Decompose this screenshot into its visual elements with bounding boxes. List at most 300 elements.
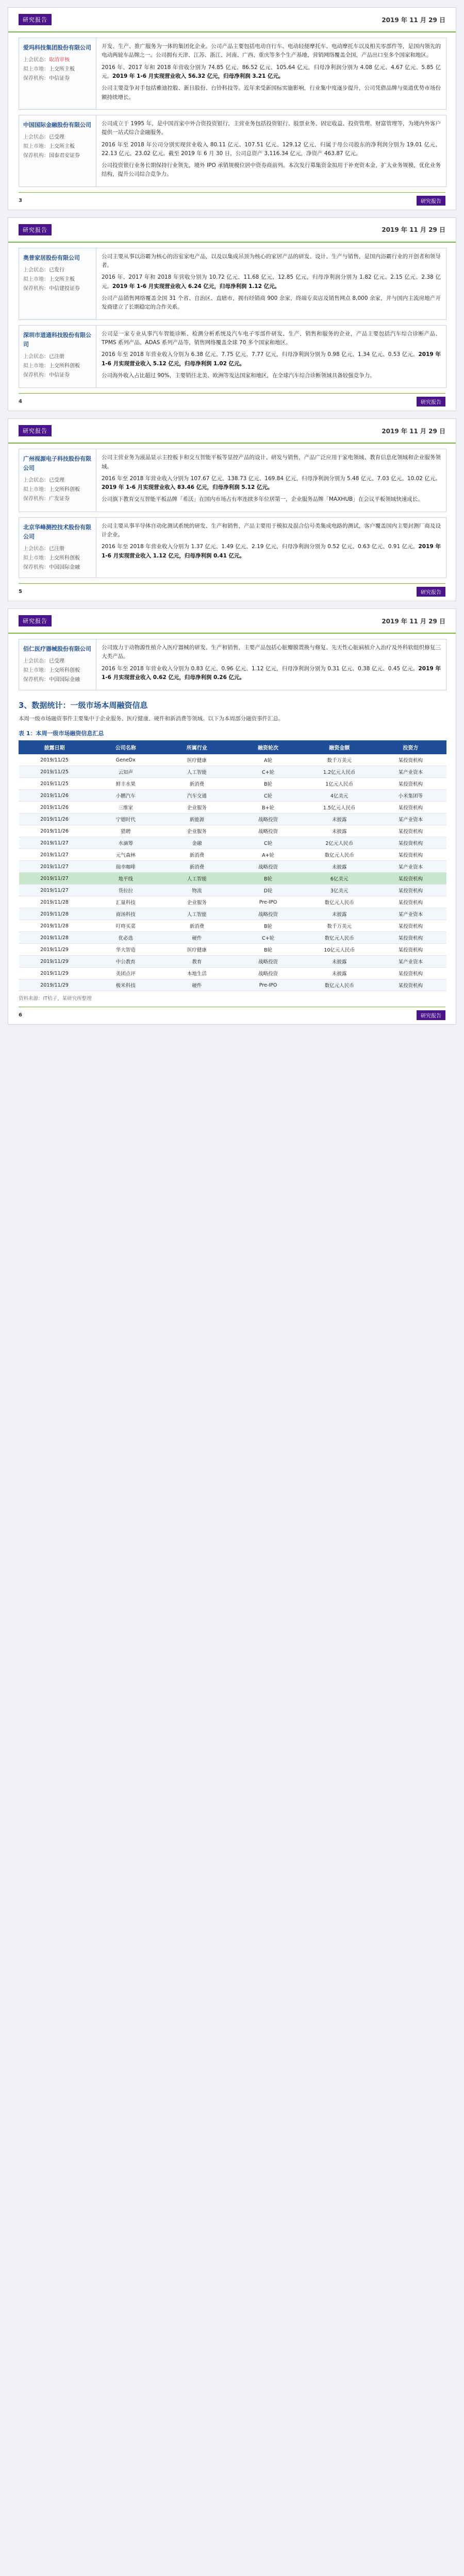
company-meta bbox=[23, 56, 92, 83]
meta-value: 已注册 bbox=[49, 353, 64, 360]
meta-label: 上会状态： bbox=[23, 134, 49, 141]
page-body bbox=[8, 639, 456, 1002]
table-cell: 2019/11/26 bbox=[19, 825, 90, 837]
meta-label: 保荐机构： bbox=[23, 285, 49, 292]
company-meta bbox=[23, 476, 92, 504]
company-description-cell bbox=[96, 639, 446, 690]
meta-line bbox=[23, 275, 92, 284]
page-footer bbox=[19, 393, 445, 406]
table-row bbox=[19, 861, 446, 873]
meta-value: 中信建投证券 bbox=[49, 285, 80, 292]
table-cell: 某投资机构 bbox=[375, 944, 446, 956]
table-cell: 新消费 bbox=[161, 849, 233, 861]
table-row bbox=[19, 814, 446, 825]
table-cell: 某投资机构 bbox=[375, 873, 446, 885]
meta-value: 上交所主板 bbox=[49, 276, 75, 282]
table-cell: 2019/11/28 bbox=[19, 908, 90, 920]
table-cell: 美团点评 bbox=[90, 968, 161, 979]
company-name: 深圳市道通科技股份有限公司 bbox=[23, 331, 91, 348]
table-cell: 华大智造 bbox=[90, 944, 161, 956]
table-header-cell: 融资轮次 bbox=[233, 741, 304, 754]
table-cell: 新消费 bbox=[161, 920, 233, 932]
description-paragraph: 公司致力于动物源性植介入医疗器械的研发、生产和销售，主要产品包括心脏瓣膜置换与修复、先天性心脏病植介入治疗及外科软组织修复三大类产品。 bbox=[102, 645, 441, 660]
table-cell: 战略投资 bbox=[233, 814, 304, 825]
footer-tag: 研究报告 bbox=[417, 196, 445, 206]
page-footer bbox=[19, 583, 445, 597]
table-cell: 教育 bbox=[161, 956, 233, 968]
table-cell: 某投资机构 bbox=[375, 837, 446, 849]
company-meta bbox=[23, 657, 92, 685]
table-cell: 三维家 bbox=[90, 802, 161, 814]
table-row bbox=[19, 956, 446, 968]
table-cell: 未披露 bbox=[304, 956, 375, 968]
table-cell: 新能源 bbox=[161, 814, 233, 825]
table-cell: A+轮 bbox=[233, 849, 304, 861]
highlight-text: 2019 年 1-6 月实现营业收入 6.24 亿元，归母净利润 1.12 亿元。 bbox=[112, 283, 280, 290]
company-profile bbox=[19, 38, 446, 110]
financing-table bbox=[19, 740, 446, 991]
meta-value: 中信证券 bbox=[49, 76, 70, 82]
company-row bbox=[19, 115, 446, 187]
description-paragraph: 公司主要竞争对手包括雅迪控股、新日股份、台铃科技等。近年来受新国标实施影响，行业集中度逐步提升，公司凭借品牌与渠道优势市场份额持续增长。 bbox=[102, 85, 441, 100]
table-cell: 企业服务 bbox=[161, 896, 233, 908]
report-date: 2019 年 11 月 29 日 bbox=[382, 427, 445, 435]
table-cell: 新消费 bbox=[161, 861, 233, 873]
table-cell: 1亿元人民币 bbox=[304, 778, 375, 790]
meta-label: 保荐机构： bbox=[23, 153, 49, 159]
table-cell: 新消费 bbox=[161, 778, 233, 790]
table-row bbox=[19, 802, 446, 814]
company-info-cell bbox=[19, 248, 96, 319]
company-row bbox=[19, 248, 446, 319]
table-cell: 本地生活 bbox=[161, 968, 233, 979]
table-cell: 2019/11/29 bbox=[19, 968, 90, 979]
description-paragraph: 开发、生产、推广服务为一体的集团化企业。公司产品主要包括电动自行车、电动轻便摩托车、电动摩托车以及相关零部件等，是国内领先的电动两轮车品牌之一。公司拥有天津、江苏、浙江、河南、广西、重庆等多个生产基地，营销网络覆盖全国，产品出口至多个国家和地区。 bbox=[102, 43, 441, 59]
meta-line bbox=[23, 133, 92, 142]
table-cell: 硬件 bbox=[161, 932, 233, 944]
company-description-cell bbox=[96, 517, 446, 578]
table-source: 资料来源：IT桔子，某研究所整理 bbox=[19, 996, 92, 1002]
company-name: 中国国际金融股份有限公司 bbox=[23, 121, 91, 128]
company-name: 奥普家居股份有限公司 bbox=[23, 254, 80, 261]
description-paragraph: 公司海外收入占比超过 90%，主要销往北美、欧洲等发达国家和地区，在全球汽车综合诊断领域具备较强竞争力。 bbox=[102, 372, 375, 379]
table-cell: 某投资机构 bbox=[375, 802, 446, 814]
page-footer bbox=[19, 192, 445, 206]
table-cell: 数亿元人民币 bbox=[304, 979, 375, 991]
table-cell: 瑞幸咖啡 bbox=[90, 861, 161, 873]
table-cell: 未披露 bbox=[304, 908, 375, 920]
page-header bbox=[8, 419, 456, 444]
report-page bbox=[8, 7, 456, 210]
meta-value: 已受理 bbox=[49, 478, 64, 484]
meta-label: 拟上市地： bbox=[23, 363, 49, 369]
table-cell: 人工智能 bbox=[161, 766, 233, 778]
description-paragraph: 公司投资银行业务长期保持行业领先，境外 IPO 承销规模位居中资券商前列。本次发行募集资金拟用于补充资本金，扩大业务规模，优化业务结构，提升公司综合竞争力。 bbox=[102, 162, 441, 178]
page-number: 5 bbox=[19, 589, 22, 595]
table-cell: 2019/11/25 bbox=[19, 778, 90, 790]
table-cell: 某投资机构 bbox=[375, 849, 446, 861]
table-cell: A轮 bbox=[233, 754, 304, 766]
table-cell: 某投资机构 bbox=[375, 825, 446, 837]
table-cell: 宁德时代 bbox=[90, 814, 161, 825]
table-cell: 叮咚买菜 bbox=[90, 920, 161, 932]
table-cell: 某投资机构 bbox=[375, 968, 446, 979]
meta-line bbox=[23, 563, 92, 572]
description-paragraph: 公司主要从事半导体自动化测试系统的研发、生产和销售，产品主要用于模拟及混合信号类集成电路的测试，客户覆盖国内主要封测厂商及设计企业。 bbox=[102, 522, 441, 538]
meta-label: 拟上市地： bbox=[23, 66, 49, 73]
description-paragraph: 2016 年至 2018 年公司分别实现营业收入 80.11 亿元、107.51 亿元、129.12 亿元，归属于母公司股东的净利润分别为 19.01 亿元、22.13 亿元、23.02 亿元。截至 2019 年 6 月 30 日，公司总资产 3,116.34 亿元，净资产 463.87 亿元。 bbox=[102, 141, 441, 157]
meta-label: 拟上市地： bbox=[23, 144, 49, 150]
company-row bbox=[19, 517, 446, 578]
table-cell: 硬件 bbox=[161, 979, 233, 991]
table-cell: 猎聘 bbox=[90, 825, 161, 837]
description-paragraph: 公司旗下教育交互智能平板品牌「希沃」在国内市场占有率连续多年位居第一，企业服务品牌「MAXHUB」在会议平板领域快速成长。 bbox=[102, 496, 423, 503]
meta-label: 拟上市地： bbox=[23, 276, 49, 282]
table-cell: Pre-IPO bbox=[233, 896, 304, 908]
meta-line bbox=[23, 371, 92, 380]
page-number: 4 bbox=[19, 399, 22, 405]
table-cell: 某投资机构 bbox=[375, 979, 446, 991]
page-body bbox=[8, 449, 456, 578]
meta-label: 上会状态： bbox=[23, 478, 49, 484]
highlight-text: 2019 年 1-6 月实现营业收入 0.62 亿元，归母净利润 0.26 亿元。 bbox=[102, 665, 441, 681]
meta-label: 保荐机构： bbox=[23, 496, 49, 502]
company-info-cell bbox=[19, 115, 96, 187]
highlight-text: 2019 年 1-6 月实现营业收入 56.32 亿元，归母净利润 3.21 亿元。 bbox=[112, 73, 284, 79]
meta-value: 中国国际金融 bbox=[49, 565, 80, 571]
meta-line bbox=[23, 657, 92, 666]
table-cell: Pre-IPO bbox=[233, 979, 304, 991]
report-tag: 研究报告 bbox=[19, 224, 52, 235]
table-cell: 2019/11/25 bbox=[19, 754, 90, 766]
company-meta bbox=[23, 266, 92, 294]
description-paragraph: 2016 年至 2018 年营业收入分别为 6.38 亿元、7.75 亿元、7.77 亿元，归母净利润分别为 0.98 亿元、1.34 亿元、0.53 亿元。2019 年 1-6 月实现营业收入 5.12 亿元，归母净利润 1.02 亿元。 bbox=[102, 351, 441, 367]
table-row bbox=[19, 896, 446, 908]
company-description-cell bbox=[96, 248, 446, 319]
table-cell: 2019/11/27 bbox=[19, 885, 90, 896]
table-cell: 企业服务 bbox=[161, 802, 233, 814]
description-paragraph: 2016 年至 2018 年营业收入分别为 1.37 亿元、1.49 亿元、2.19 亿元，归母净利润分别为 0.52 亿元、0.63 亿元、0.91 亿元。2019 年 1-6 月实现营业收入 1.12 亿元，归母净利润 0.41 亿元。 bbox=[102, 544, 441, 559]
company-info-cell bbox=[19, 517, 96, 578]
table-cell: 金融 bbox=[161, 837, 233, 849]
highlight-text: 2019 年 1-6 月实现营业收入 83.46 亿元，归母净利润 5.12 亿元。 bbox=[102, 484, 273, 491]
section-intro: 本周一级市场融资事件主要集中于企业服务、医疗健康、硬件和新消费等领域。以下为本周部分融资事件汇总。 bbox=[19, 716, 284, 722]
table-cell: GeneDx bbox=[90, 754, 161, 766]
meta-value: 上交所主板 bbox=[49, 66, 75, 73]
table-cell: 2019/11/28 bbox=[19, 896, 90, 908]
report-date: 2019 年 11 月 29 日 bbox=[382, 617, 445, 625]
table-cell: 云知声 bbox=[90, 766, 161, 778]
meta-value: 取消审核 bbox=[49, 57, 70, 63]
company-description-cell bbox=[96, 449, 446, 512]
table-header-cell: 所属行业 bbox=[161, 741, 233, 754]
company-meta bbox=[23, 352, 92, 380]
footer-tag: 研究报告 bbox=[417, 397, 445, 406]
company-name: 佰仁医疗器械股份有限公司 bbox=[23, 646, 91, 653]
table-cell: 未披露 bbox=[304, 814, 375, 825]
table-row bbox=[19, 766, 446, 778]
table-cell: 数千万美元 bbox=[304, 754, 375, 766]
description-paragraph: 2016 年、2017 年和 2018 年营收分别为 74.85 亿元、86.52 亿元、105.64 亿元，归母净利润分别为 4.08 亿元、4.67 亿元、5.85 亿元。2019 年 1-6 月实现营业收入 56.32 亿元，归母净利润 3.21 亿元。 bbox=[102, 64, 441, 79]
table-row bbox=[19, 754, 446, 766]
section-title: 3、数据统计：一级市场本周融资信息 bbox=[19, 701, 148, 710]
company-description-cell bbox=[96, 115, 446, 187]
table-caption: 表 1：本周一级市场融资信息汇总 bbox=[19, 730, 104, 737]
company-profile bbox=[19, 449, 446, 512]
table-cell: 未披露 bbox=[304, 825, 375, 837]
company-description-cell bbox=[96, 38, 446, 110]
table-cell: 战略投资 bbox=[233, 956, 304, 968]
description-paragraph: 2016 年、2017 年和 2018 年营收分别为 10.72 亿元、11.68 亿元、12.85 亿元，归母净利润分别为 1.82 亿元、2.15 亿元、2.38 亿元。2019 年 1-6 月实现营业收入 6.24 亿元，归母净利润 1.12 亿元。 bbox=[102, 274, 441, 290]
description-paragraph: 公司主要从事以浴霸为核心的浴室家电产品，以及以集成吊顶为核心的家居产品的研发、设计、生产与销售，是国内浴霸行业的开创者和领导者。 bbox=[102, 253, 441, 269]
meta-label: 保荐机构： bbox=[23, 565, 49, 571]
table-cell: B轮 bbox=[233, 920, 304, 932]
table-cell: B轮 bbox=[233, 778, 304, 790]
meta-value: 上交所科创板 bbox=[49, 487, 80, 493]
table-cell: 水滴筹 bbox=[90, 837, 161, 849]
table-cell: 某产业资本 bbox=[375, 861, 446, 873]
meta-line bbox=[23, 352, 92, 362]
table-cell: 医疗健康 bbox=[161, 754, 233, 766]
meta-value: 中国国际金融 bbox=[49, 677, 80, 683]
page-body bbox=[8, 38, 456, 187]
report-page bbox=[8, 217, 456, 411]
meta-value: 已注册 bbox=[49, 546, 64, 552]
table-cell: 极米科技 bbox=[90, 979, 161, 991]
table-header-cell: 公司名称 bbox=[90, 741, 161, 754]
highlight-text: 2019 年 1-6 月实现营业收入 1.12 亿元，归母净利润 0.41 亿元。 bbox=[102, 544, 441, 559]
report-page bbox=[8, 418, 456, 601]
meta-label: 保荐机构： bbox=[23, 372, 49, 378]
table-cell: C轮 bbox=[233, 790, 304, 802]
table-cell: 2019/11/27 bbox=[19, 837, 90, 849]
table-row bbox=[19, 908, 446, 920]
report-tag: 研究报告 bbox=[19, 425, 52, 436]
table-cell: 1.5亿元人民币 bbox=[304, 802, 375, 814]
table-cell: 商汤科技 bbox=[90, 908, 161, 920]
company-profile bbox=[19, 517, 446, 578]
table-cell: 战略投资 bbox=[233, 968, 304, 979]
company-info-cell bbox=[19, 639, 96, 690]
table-row bbox=[19, 778, 446, 790]
meta-line bbox=[23, 476, 92, 485]
meta-line bbox=[23, 266, 92, 275]
table-row bbox=[19, 873, 446, 885]
company-name: 爱玛科技集团股份有限公司 bbox=[23, 44, 91, 51]
report-date: 2019 年 11 月 29 日 bbox=[382, 226, 445, 234]
table-header-row bbox=[19, 741, 446, 754]
company-row bbox=[19, 639, 446, 690]
table-cell: 4亿美元 bbox=[304, 790, 375, 802]
table-cell: 1.2亿元人民币 bbox=[304, 766, 375, 778]
page-header bbox=[8, 609, 456, 634]
table-cell: 2亿元人民币 bbox=[304, 837, 375, 849]
table-cell: 10亿元人民币 bbox=[304, 944, 375, 956]
company-meta bbox=[23, 133, 92, 161]
table-cell: 2019/11/25 bbox=[19, 766, 90, 778]
page-body bbox=[8, 248, 456, 388]
table-cell: 2019/11/29 bbox=[19, 944, 90, 956]
table-cell: 鲜丰水果 bbox=[90, 778, 161, 790]
table-cell: 地平线 bbox=[90, 873, 161, 885]
table-cell: 物流 bbox=[161, 885, 233, 896]
meta-line bbox=[23, 666, 92, 675]
table-cell: B+轮 bbox=[233, 802, 304, 814]
table-cell: 数亿元人民币 bbox=[304, 932, 375, 944]
highlight-text: 2019 年 1-6 月实现营业收入 5.12 亿元，归母净利润 1.02 亿元。 bbox=[102, 351, 441, 367]
footer-tag: 研究报告 bbox=[417, 587, 445, 597]
meta-label: 上会状态： bbox=[23, 658, 49, 665]
meta-label: 上会状态： bbox=[23, 57, 49, 63]
table-cell: 某投资机构 bbox=[375, 920, 446, 932]
meta-label: 上会状态： bbox=[23, 546, 49, 552]
meta-line bbox=[23, 675, 92, 685]
meta-value: 广发证券 bbox=[49, 496, 70, 502]
table-cell: 2019/11/29 bbox=[19, 979, 90, 991]
description-paragraph: 公司主营业务为液晶显示主控板卡和交互智能平板等显控产品的设计、研发与销售，产品广泛应用于家电领域、教育信息化领域和企业服务领域。 bbox=[102, 454, 441, 470]
page-header bbox=[8, 8, 456, 32]
table-cell: 汽车交通 bbox=[161, 790, 233, 802]
meta-line bbox=[23, 74, 92, 83]
footer-tag: 研究报告 bbox=[417, 1010, 445, 1020]
table-row bbox=[19, 968, 446, 979]
table-cell: 某投资机构 bbox=[375, 754, 446, 766]
table-cell: 企业服务 bbox=[161, 825, 233, 837]
meta-value: 上交所科创板 bbox=[49, 668, 80, 674]
table-row bbox=[19, 885, 446, 896]
meta-label: 拟上市地： bbox=[23, 668, 49, 674]
company-name: 广州视源电子科技股份有限公司 bbox=[23, 455, 91, 472]
table-cell: 数亿元人民币 bbox=[304, 896, 375, 908]
table-row bbox=[19, 825, 446, 837]
report-page bbox=[8, 608, 456, 1025]
meta-label: 拟上市地： bbox=[23, 555, 49, 562]
table-row bbox=[19, 837, 446, 849]
company-description-cell bbox=[96, 325, 446, 388]
table-cell: 某产业资本 bbox=[375, 766, 446, 778]
table-cell: B轮 bbox=[233, 944, 304, 956]
company-profile bbox=[19, 639, 446, 690]
meta-line bbox=[23, 362, 92, 371]
table-cell: B轮 bbox=[233, 873, 304, 885]
table-cell: 小米集团等 bbox=[375, 790, 446, 802]
table-cell: C轮 bbox=[233, 837, 304, 849]
table-cell: 某投资机构 bbox=[375, 896, 446, 908]
table-cell: 2019/11/26 bbox=[19, 790, 90, 802]
table-cell: 2019/11/26 bbox=[19, 814, 90, 825]
meta-value: 上交所主板 bbox=[49, 144, 75, 150]
table-cell: 2019/11/26 bbox=[19, 802, 90, 814]
table-cell: 人工智能 bbox=[161, 908, 233, 920]
page-header bbox=[8, 218, 456, 243]
page-number: 3 bbox=[19, 197, 22, 204]
table-row bbox=[19, 932, 446, 944]
page-footer bbox=[19, 1007, 445, 1020]
company-profile bbox=[19, 325, 446, 388]
company-profile bbox=[19, 248, 446, 320]
table-row bbox=[19, 944, 446, 956]
table-cell: 小鹏汽车 bbox=[90, 790, 161, 802]
company-info-cell bbox=[19, 38, 96, 110]
report-tag: 研究报告 bbox=[19, 615, 52, 626]
company-name: 北京华峰测控技术股份有限公司 bbox=[23, 523, 91, 540]
meta-line bbox=[23, 65, 92, 74]
company-row bbox=[19, 38, 446, 110]
table-cell: 人工智能 bbox=[161, 873, 233, 885]
report-date: 2019 年 11 月 29 日 bbox=[382, 16, 445, 24]
company-info-cell bbox=[19, 325, 96, 388]
table-cell: 2019/11/28 bbox=[19, 932, 90, 944]
table-header-cell: 投资方 bbox=[375, 741, 446, 754]
table-cell: 某投资机构 bbox=[375, 778, 446, 790]
meta-value: 中信证券 bbox=[49, 372, 70, 378]
meta-value: 已受理 bbox=[49, 658, 64, 665]
description-paragraph: 公司成立于 1995 年，是中国首家中外合资投资银行，主营业务包括投资银行、股票业务、固定收益、投资管理、财富管理等，为境内外客户提供一站式综合金融服务。 bbox=[102, 120, 441, 136]
table-cell: 某投资机构 bbox=[375, 932, 446, 944]
meta-label: 保荐机构： bbox=[23, 76, 49, 82]
table-cell: 某产业资本 bbox=[375, 908, 446, 920]
meta-line bbox=[23, 151, 92, 161]
table-cell: 未披露 bbox=[304, 861, 375, 873]
meta-value: 上交所科创板 bbox=[49, 363, 80, 369]
description-paragraph: 公司产品销售网络覆盖全国 31 个省、自治区、直辖市，拥有经销商 900 余家，终端专卖店及销售网点 8,000 余家，并与国内主流房地产开发商建立了长期稳定的合作关系。 bbox=[102, 295, 441, 311]
meta-line bbox=[23, 554, 92, 563]
table-cell: D轮 bbox=[233, 885, 304, 896]
description-paragraph: 公司是一家专业从事汽车智能诊断、检测分析系统及汽车电子零部件研发、生产、销售和服务的企业，产品主要包括汽车综合诊断产品、TPMS 系列产品、ADAS 系列产品等，销售网络覆盖全球 70 多个国家和地区。 bbox=[102, 330, 441, 346]
table-cell: 战略投资 bbox=[233, 861, 304, 873]
meta-label: 保荐机构： bbox=[23, 677, 49, 683]
company-profile bbox=[19, 115, 446, 187]
table-cell: 优必选 bbox=[90, 932, 161, 944]
meta-label: 拟上市地： bbox=[23, 487, 49, 493]
meta-label: 上会状态： bbox=[23, 353, 49, 360]
page-number: 6 bbox=[19, 1012, 22, 1019]
report-tag: 研究报告 bbox=[19, 14, 52, 25]
table-cell: 数千万美元 bbox=[304, 920, 375, 932]
description-paragraph: 2016 年至 2018 年营业收入分别为 0.83 亿元、0.96 亿元、1.12 亿元，归母净利润分别为 0.31 亿元、0.38 亿元、0.45 亿元。2019 年 1-6 月实现营业收入 0.62 亿元，归母净利润 0.26 亿元。 bbox=[102, 665, 441, 681]
meta-value: 已受理 bbox=[49, 134, 64, 141]
meta-line bbox=[23, 142, 92, 151]
meta-value: 国泰君安证券 bbox=[49, 153, 80, 159]
table-cell: 3亿美元 bbox=[304, 885, 375, 896]
meta-value: 上交所科创板 bbox=[49, 555, 80, 562]
table-cell: 2019/11/27 bbox=[19, 873, 90, 885]
company-meta bbox=[23, 545, 92, 572]
table-cell: 某投资机构 bbox=[375, 885, 446, 896]
table-cell: 战略投资 bbox=[233, 825, 304, 837]
table-cell: 2019/11/27 bbox=[19, 861, 90, 873]
meta-line bbox=[23, 56, 92, 65]
table-row bbox=[19, 849, 446, 861]
table-cell: 某产业资本 bbox=[375, 814, 446, 825]
meta-line bbox=[23, 495, 92, 504]
table-cell: 未披露 bbox=[304, 968, 375, 979]
company-info-cell bbox=[19, 449, 96, 512]
meta-line bbox=[23, 284, 92, 294]
table-cell: 某产业资本 bbox=[375, 956, 446, 968]
table-cell: 6亿美元 bbox=[304, 873, 375, 885]
table-cell: C+轮 bbox=[233, 932, 304, 944]
table-cell: 中公教育 bbox=[90, 956, 161, 968]
table-row bbox=[19, 979, 446, 991]
table-header-cell: 融资金额 bbox=[304, 741, 375, 754]
table-cell: 2019/11/29 bbox=[19, 956, 90, 968]
company-row bbox=[19, 325, 446, 388]
meta-label: 上会状态： bbox=[23, 267, 49, 273]
company-row bbox=[19, 449, 446, 512]
table-cell: 数亿元人民币 bbox=[304, 849, 375, 861]
table-cell: 汇量科技 bbox=[90, 896, 161, 908]
